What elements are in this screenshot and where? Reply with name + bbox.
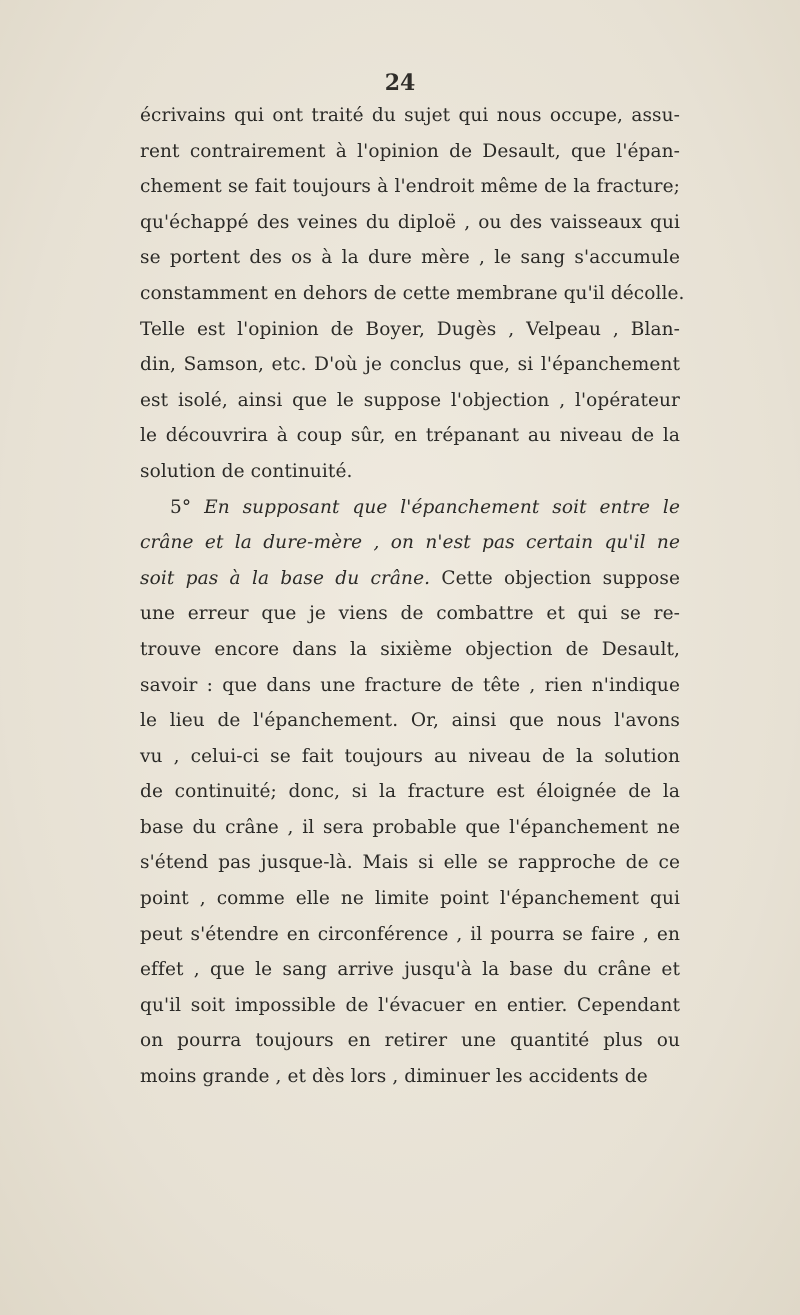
text-line: s'étend pas jusque-là. Mais si elle se rapproche de ce <box>140 852 680 874</box>
italic-heading-part: soit pas à la base du crâne. <box>140 567 431 589</box>
text-line: savoir : que dans une fracture de tête , rien n'indique <box>140 674 680 696</box>
text-line: point , comme elle ne limite point l'épanchement qui <box>140 888 680 910</box>
text-line: rent contrairement à l'opinion de Desault, que l'épan- <box>140 140 680 162</box>
text-line: moins grande , et dès lors , diminuer les accidents de <box>140 1066 648 1088</box>
text-line: constamment en dehors de cette membrane qu'il décolle. <box>140 282 685 304</box>
text-line: chement se fait toujours à l'endroit même de la fracture; <box>140 176 680 198</box>
paragraph-5-first-line <box>140 490 680 526</box>
paragraph-number: 5° <box>170 496 192 518</box>
text-line: din, Samson, etc. D'où je conclus que, si l'épanchement <box>140 354 680 376</box>
text-line: peut s'étendre en circonférence , il pourra se faire , en <box>140 923 680 945</box>
text-line: effet , que le sang arrive jusqu'à la base du crâne et <box>140 959 680 981</box>
text-line: une erreur que je viens de combattre et qui se re- <box>140 603 680 625</box>
text-line: vu , celui-ci se fait toujours au niveau de la solution <box>140 745 680 767</box>
italic-heading-part: En supposant que l'épanchement soit entre le <box>204 496 680 518</box>
text-line: qu'échappé des veines du diploë , ou des vaisseaux qui <box>140 211 680 233</box>
page-number: 24 <box>384 70 416 96</box>
italic-heading-part: crâne et la dure-mère , on n'est pas certain qu'il ne <box>140 532 680 554</box>
text-line: est isolé, ainsi que le suppose l'objection , l'opérateur <box>140 389 680 411</box>
text-line: solution de continuité. <box>140 460 353 482</box>
text-line: écrivains qui ont traité du sujet qui nous occupe, assu- <box>140 105 680 126</box>
text-line: trouve encore dans la sixième objection de Desault, <box>140 638 680 660</box>
text-line: Telle est l'opinion de Boyer, Dugès , Velpeau , Blan- <box>140 318 680 340</box>
paragraph-5-second-line <box>140 525 680 561</box>
text-line: le découvrira à coup sûr, en trépanant au niveau de la <box>140 425 680 447</box>
text-segment: Cette objection suppose <box>441 567 680 589</box>
text-line: qu'il soit impossible de l'évacuer en entier. Cependant <box>140 994 680 1016</box>
body-text <box>140 98 685 1095</box>
paragraph-5-third-line <box>140 561 680 597</box>
text-line: on pourra toujours en retirer une quantité plus ou <box>140 1030 680 1052</box>
text-line: de continuité; donc, si la fracture est éloignée de la <box>140 781 680 803</box>
text-line: base du crâne , il sera probable que l'épanchement ne <box>140 816 680 838</box>
text-line: se portent des os à la dure mère , le sang s'accumule <box>140 247 680 269</box>
text-line: le lieu de l'épanchement. Or, ainsi que nous l'avons <box>140 710 680 732</box>
